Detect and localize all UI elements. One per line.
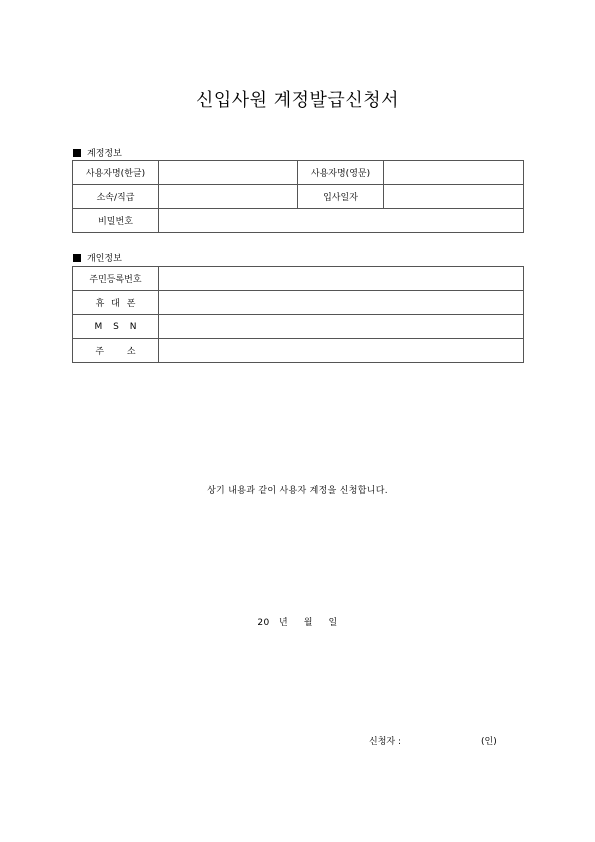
label-department-rank: 소속/직급	[73, 185, 159, 209]
label-msn: M S N	[73, 315, 159, 339]
field-msn[interactable]	[159, 315, 524, 339]
field-mobile[interactable]	[159, 291, 524, 315]
personal-info-table	[72, 266, 524, 363]
label-mobile: 휴 대 폰	[73, 291, 159, 315]
table-row	[73, 185, 524, 209]
field-hire-date[interactable]	[384, 185, 524, 209]
section-heading-text: 계정정보	[87, 149, 122, 159]
field-password[interactable]	[159, 209, 524, 233]
label-hire-date: 입사일자	[298, 185, 384, 209]
table-row	[73, 315, 524, 339]
section-heading-text: 개인정보	[87, 254, 122, 264]
application-statement: 상기 내용과 같이 사용자 계정을 신청합니다.	[207, 486, 388, 496]
section-heading-account	[73, 146, 122, 159]
table-row	[73, 291, 524, 315]
square-bullet-icon	[73, 149, 81, 157]
field-department-rank[interactable]	[159, 185, 298, 209]
seal-mark: (인)	[481, 737, 497, 747]
field-address[interactable]	[159, 339, 524, 363]
applicant-label: 신청자 :	[369, 737, 401, 747]
date-line: 20 년 월 일	[257, 618, 338, 628]
field-english-name[interactable]	[384, 161, 524, 185]
table-row	[73, 209, 524, 233]
table-row	[73, 161, 524, 185]
label-address: 주 소	[73, 339, 159, 363]
section-heading-personal	[73, 251, 122, 264]
table-row	[73, 267, 524, 291]
field-korean-name[interactable]	[159, 161, 298, 185]
label-resident-number: 주민등록번호	[73, 267, 159, 291]
square-bullet-icon	[73, 254, 81, 262]
field-resident-number[interactable]	[159, 267, 524, 291]
label-password: 비밀번호	[73, 209, 159, 233]
table-row	[73, 339, 524, 363]
document-title: 신입사원 계정발급신청서	[196, 90, 399, 111]
label-english-name: 사용자명(영문)	[298, 161, 384, 185]
account-info-table	[72, 160, 524, 233]
label-korean-name: 사용자명(한글)	[73, 161, 159, 185]
